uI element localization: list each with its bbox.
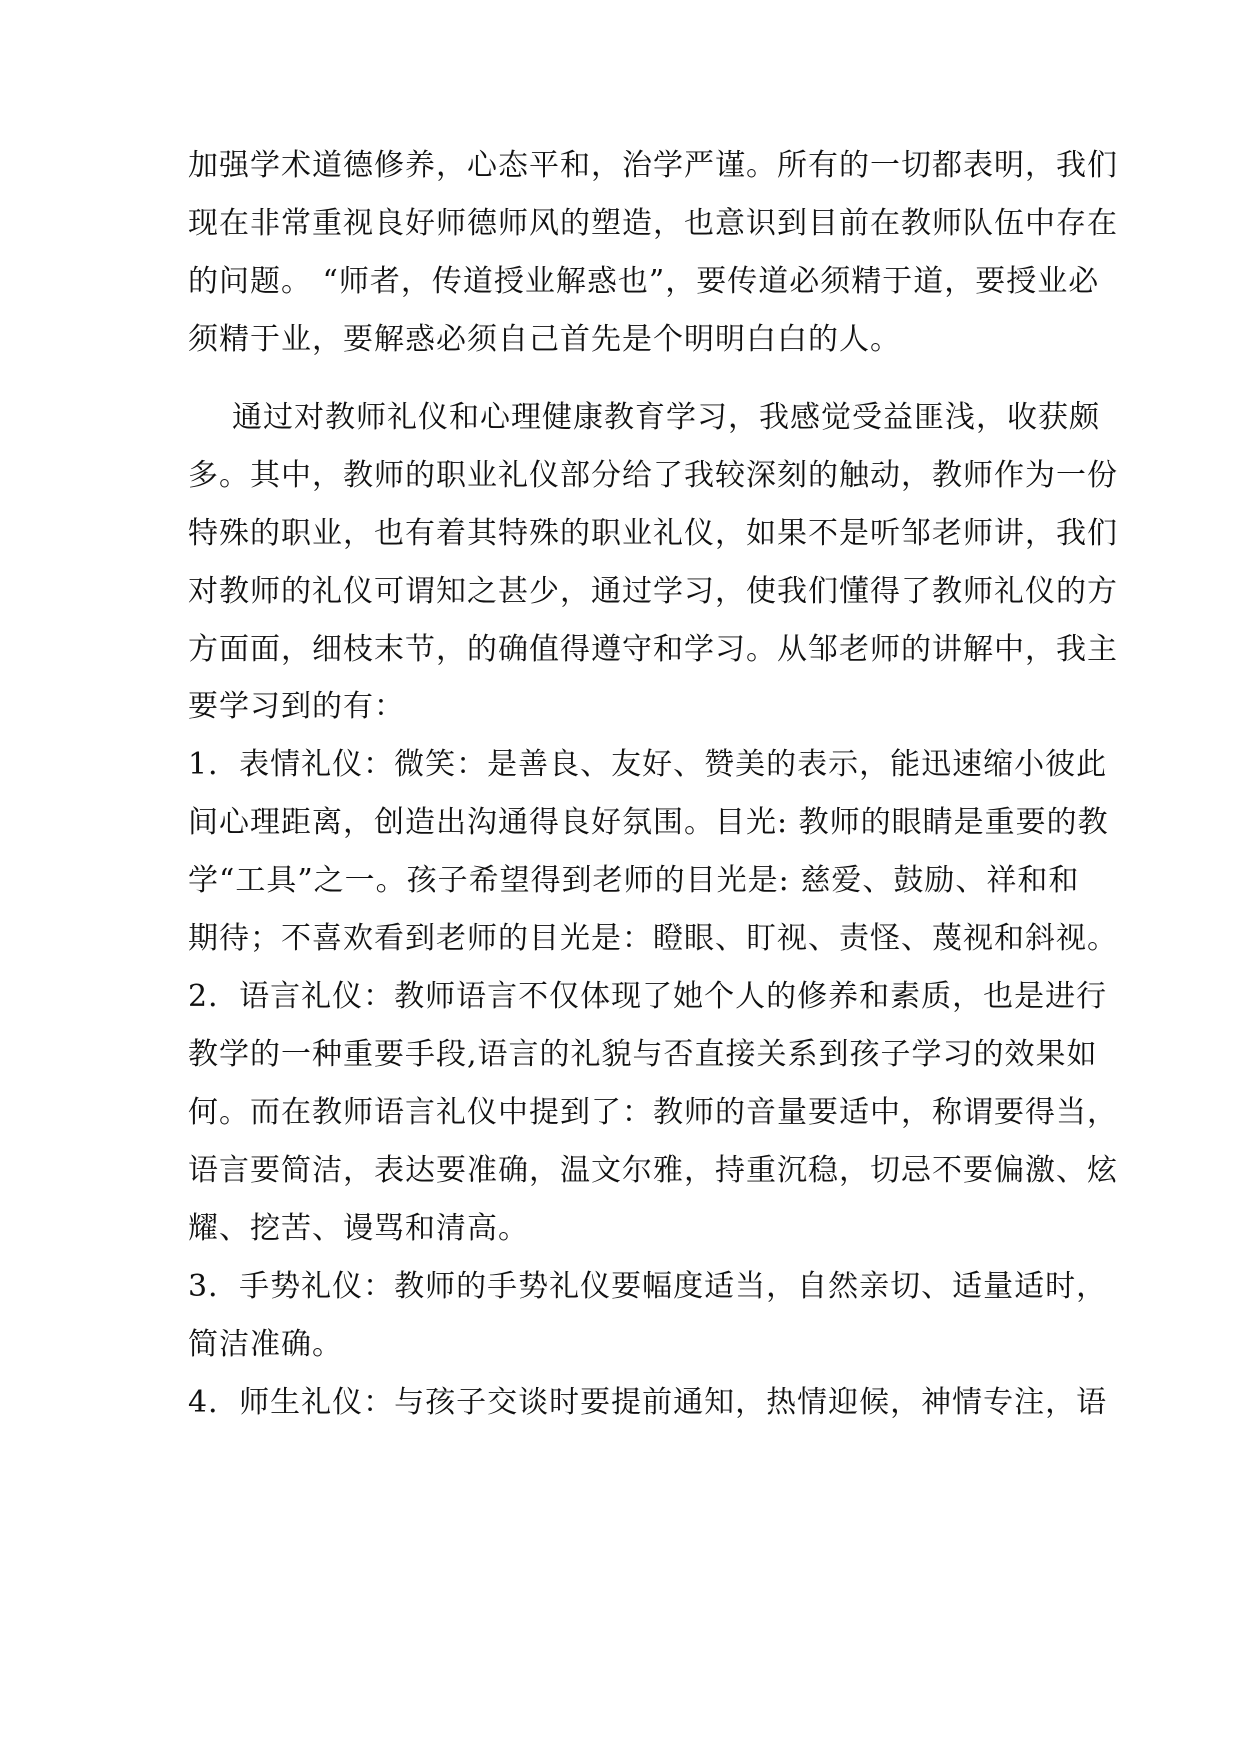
list-item-line: 3．手势礼仪：教师的手势礼仪要幅度适当，自然亲切、适量适时， (188, 1269, 1108, 1304)
list-item-line: 耀、挖苦、谩骂和清高。 (188, 1211, 529, 1246)
text-line: 的问题。 “师者，传道授业解惑也”，要传道必须精于道，要授业必 (188, 264, 1100, 299)
text-line: 加强学术道德修养，心态平和，治学严谨。所有的一切都表明，我们 (188, 148, 1118, 183)
list-item-line: 语言要简洁，表达要准确，温文尔雅，持重沉稳，切忌不要偏激、炫 (188, 1153, 1118, 1188)
text-line: 多。其中，教师的职业礼仪部分给了我较深刻的触动，教师作为一份 (188, 458, 1118, 493)
list-item-line: 期待；不喜欢看到老师的目光是：瞪眼、盯视、责怪、蔑视和斜视。 (188, 921, 1118, 956)
text-line: 现在非常重视良好师德师风的塑造，也意识到目前在教师队伍中存在 (188, 206, 1118, 241)
list-item-line: 1．表情礼仪：微笑：是善良、友好、赞美的表示，能迅速缩小彼此 (188, 747, 1108, 782)
list-item-line: 2．语言礼仪：教师语言不仅体现了她个人的修养和素质，也是进行 (188, 979, 1108, 1014)
list-item-line: 间心理距离，创造出沟通得良好氛围。目光: 教师的眼睛是重要的教 (188, 805, 1109, 840)
list-item-line: 教学的一种重要手段,语言的礼貌与否直接关系到孩子学习的效果如 (188, 1037, 1098, 1072)
list-item-line: 4．师生礼仪：与孩子交谈时要提前通知，热情迎候，神情专注，语 (188, 1385, 1108, 1420)
text-line: 方面面，细枝末节，的确值得遵守和学习。从邹老师的讲解中，我主 (188, 632, 1118, 667)
text-line: 对教师的礼仪可谓知之甚少，通过学习，使我们懂得了教师礼仪的方 (188, 574, 1118, 609)
text-line: 须精于业，要解惑必须自己首先是个明明白白的人。 (188, 322, 901, 357)
text-line: 特殊的职业，也有着其特殊的职业礼仪，如果不是听邹老师讲，我们 (188, 516, 1118, 551)
text-line: 要学习到的有： (188, 689, 405, 724)
list-item-line: 何。而在教师语言礼仪中提到了：教师的音量要适中，称谓要得当， (188, 1095, 1118, 1130)
list-item-line: 简洁准确。 (188, 1327, 343, 1362)
list-item-line: 学“工具”之一。孩子希望得到老师的目光是: 慈爱、鼓励、祥和和 (188, 863, 1080, 898)
text-line: 通过对教师礼仪和心理健康教育学习，我感觉受益匪浅，收获颇 (232, 400, 1100, 435)
